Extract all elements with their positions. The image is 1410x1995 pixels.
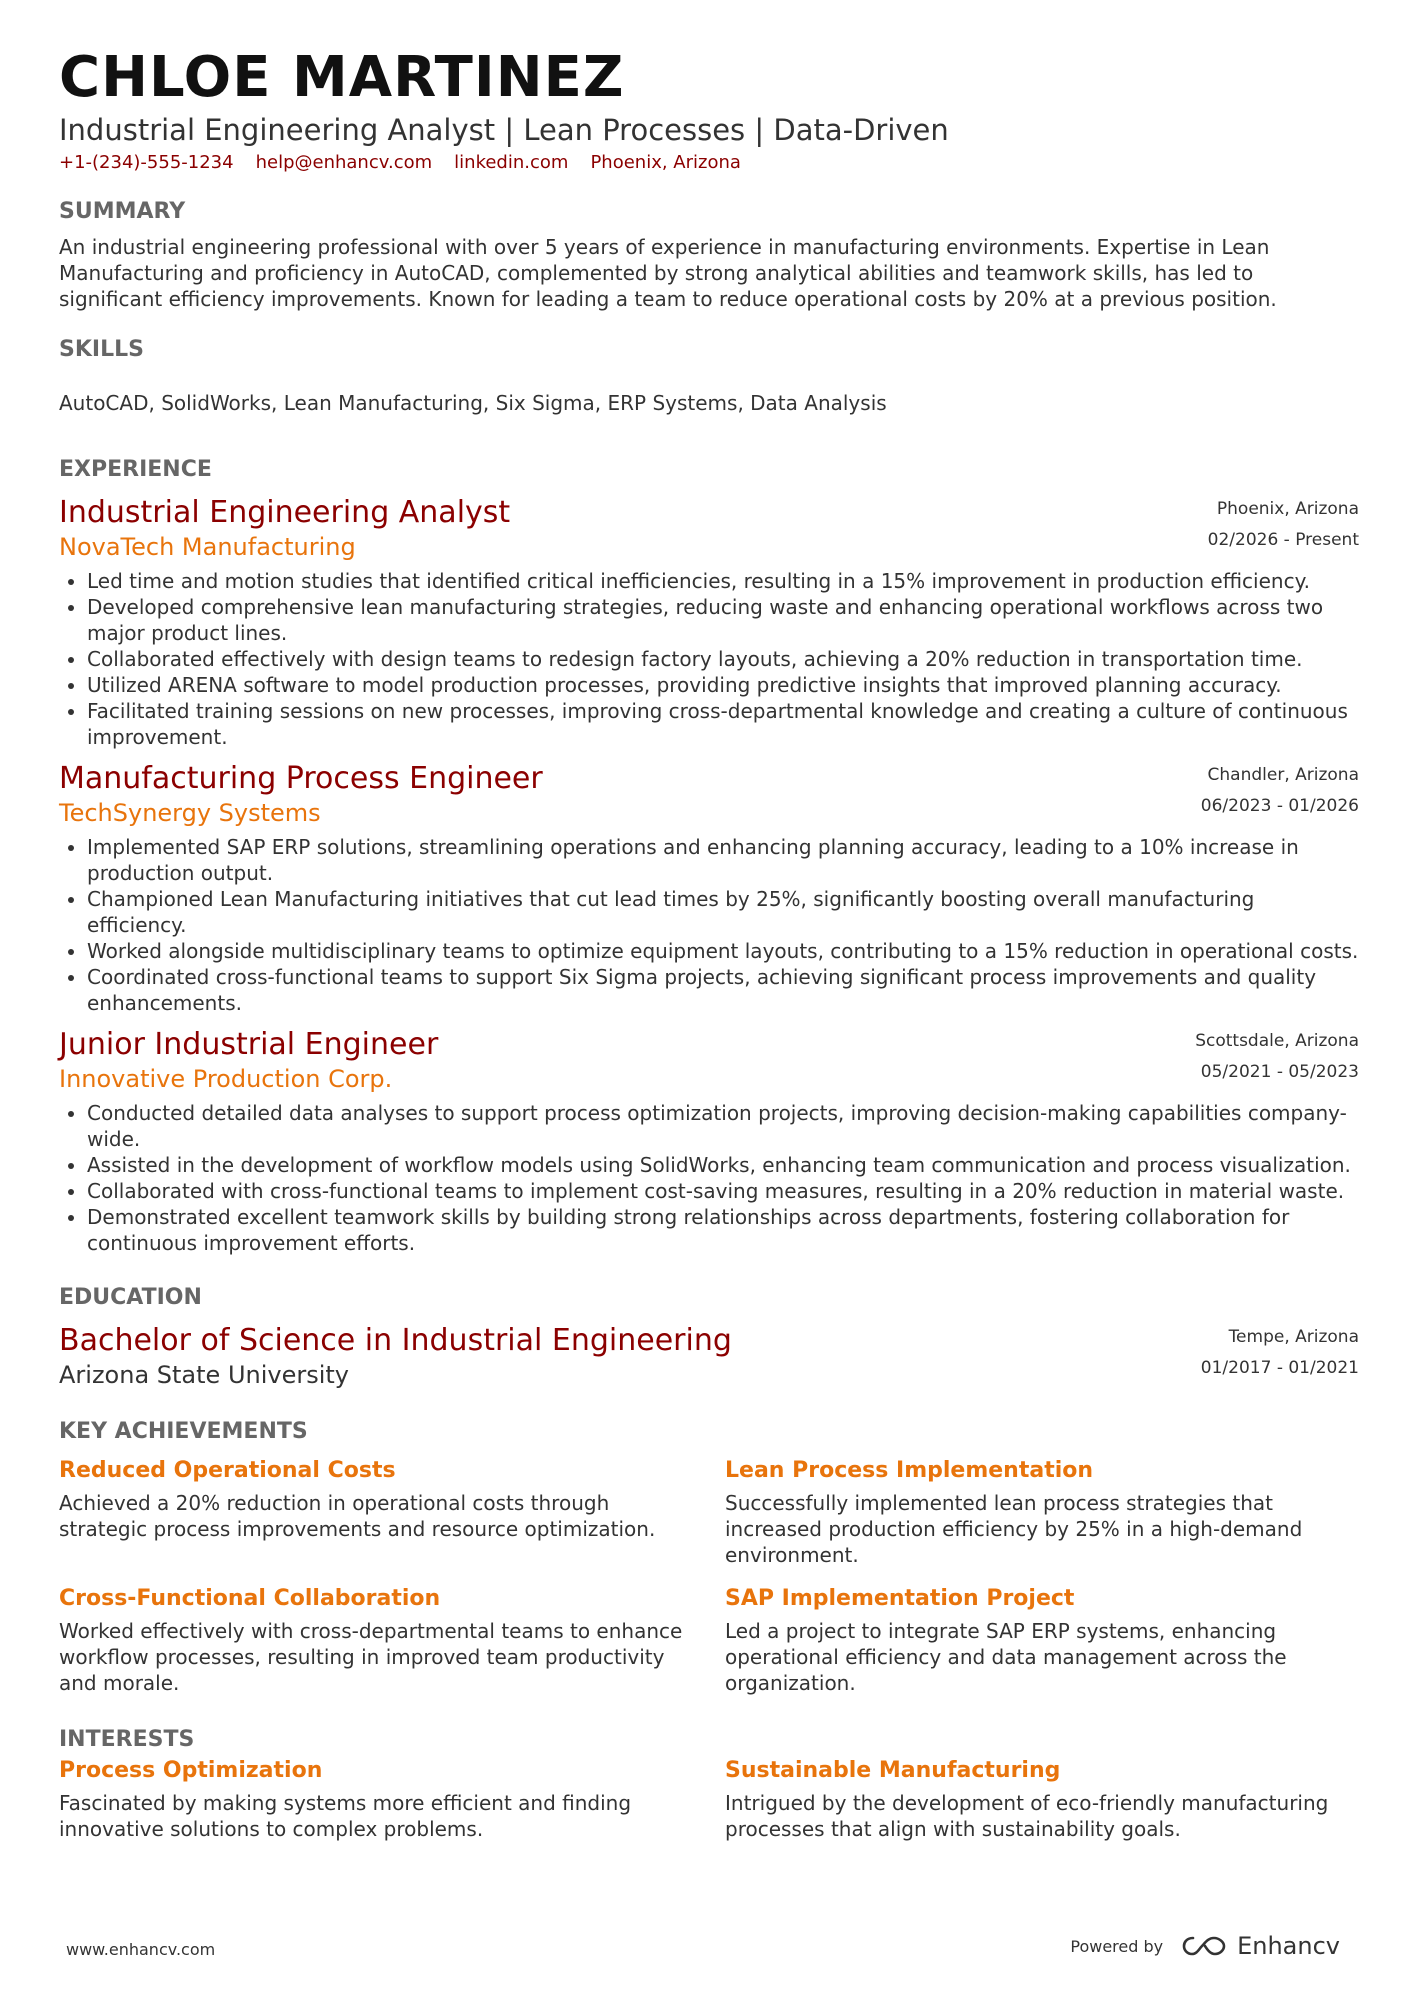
achievement-item [59, 1456, 725, 1568]
interests-section [59, 1726, 1359, 1842]
job-dates: 05/2021 - 05/2023 [1200, 1062, 1359, 1082]
job-meta [1208, 496, 1359, 558]
job-bullet: • Implemented SAP ERP solutions, streamlining operations and enhancing planning accuracy, leading to a 10% increase in production output. [87, 834, 1359, 886]
achievement-item [725, 1584, 1359, 1696]
degree-title: Bachelor of Science in Industrial Engineering [59, 1323, 732, 1358]
achievement-title: Reduced Operational Costs [59, 1458, 396, 1483]
achievements-grid [59, 1446, 1359, 1696]
interest-desc: Fascinated by making systems more efficient and finding innovative solutions to complex problems. [59, 1791, 632, 1841]
candidate-name: CHLOE MARTINEZ [59, 45, 625, 110]
school-name: Arizona State University [59, 1361, 350, 1389]
job-meta [1195, 1028, 1359, 1090]
job-company: Innovative Production Corp. [59, 1065, 393, 1093]
footer-website[interactable]: www.enhancv.com [66, 1940, 216, 1959]
interest-desc: Intrigued by the development of eco-friendly manufacturing processes that align with sustainability goals. [725, 1791, 1329, 1841]
skills-section [59, 336, 1359, 416]
contact-email[interactable]: help@enhancv.com [255, 152, 433, 173]
job-bullet: • Coordinated cross-functional teams to support Six Sigma projects, achieving significant process improvements and quality enhancements. [87, 964, 1359, 1016]
interest-item [59, 1756, 725, 1842]
job-title: Junior Industrial Engineer [59, 1027, 439, 1062]
achievement-item [725, 1456, 1359, 1568]
job-entry [59, 1028, 1359, 1256]
education-dates: 01/2017 - 01/2021 [1200, 1358, 1359, 1378]
job-title: Industrial Engineering Analyst [59, 495, 511, 530]
contact-info [59, 150, 1359, 176]
job-bullet: • Developed comprehensive lean manufacturing strategies, reducing waste and enhancing operational workflows across two major product lines. [87, 594, 1359, 646]
job-bullet: • Worked alongside multidisciplinary teams to optimize equipment layouts, contributing to a 15% reduction in operational costs. [87, 938, 1359, 964]
job-location: Scottsdale, Arizona [1195, 1031, 1359, 1051]
job-bullet: • Utilized ARENA software to model production processes, providing predictive insights that improved planning accuracy. [87, 672, 1359, 698]
job-bullet: • Championed Lean Manufacturing initiatives that cut lead times by 25%, significantly boosting overall manufacturing efficiency. [87, 886, 1359, 938]
job-dates: 02/2026 - Present [1207, 530, 1359, 550]
section-title-interests: INTERESTS [59, 1727, 195, 1752]
job-meta [1201, 762, 1359, 824]
job-location: Chandler, Arizona [1207, 765, 1359, 785]
footer-branding[interactable] [1070, 1932, 1340, 1960]
contact-phone[interactable]: +1-(234)-555-1234 [59, 152, 234, 173]
job-bullet: • Demonstrated excellent teamwork skills by building strong relationships across departments, fostering collaboration for continuous improvement efforts. [87, 1204, 1359, 1256]
job-bullet: • Conducted detailed data analyses to support process optimization projects, improving decision-making capabilities company-wide. [87, 1100, 1359, 1152]
job-company: NovaTech Manufacturing [59, 533, 356, 561]
headline: Industrial Engineering Analyst | Lean Processes | Data-Driven [59, 113, 949, 147]
achievement-title: SAP Implementation Project [725, 1586, 1075, 1611]
achievement-desc: Led a project to integrate SAP ERP systems, enhancing operational efficiency and data management across the organization. [725, 1619, 1287, 1695]
achievement-desc: Achieved a 20% reduction in operational costs through strategic process improvements and resource optimization. [59, 1491, 656, 1541]
achievement-title: Cross-Functional Collaboration [59, 1586, 441, 1611]
job-bullets [59, 568, 1359, 750]
job-title: Manufacturing Process Engineer [59, 761, 543, 796]
summary-text: An industrial engineering professional with over 5 years of experience in manufacturing environments. Expertise in Lean Manufacturing and proficiency in AutoCAD, complemented by strong analytical abilities and teamwork skills, has led to significant efficiency improvements. Known for leading a team to reduce operational costs by 20% at a previous position. [59, 235, 1277, 311]
achievements-section [59, 1418, 1359, 1696]
education-section [59, 1284, 1359, 1390]
achievement-item [59, 1584, 725, 1696]
interest-title: Process Optimization [59, 1758, 323, 1783]
achievement-title: Lean Process Implementation [725, 1458, 1094, 1483]
section-title-education: EDUCATION [59, 1285, 202, 1310]
achievement-desc: Worked effectively with cross-departmental teams to enhance workflow processes, resulting in improved team productivity and morale. [59, 1619, 683, 1695]
interest-title: Sustainable Manufacturing [725, 1758, 1061, 1783]
skills-list: AutoCAD, SolidWorks, Lean Manufacturing, Six Sigma, ERP Systems, Data Analysis [59, 391, 887, 415]
contact-location: Phoenix, Arizona [590, 152, 741, 173]
section-title-achievements: KEY ACHIEVEMENTS [59, 1419, 308, 1444]
job-bullet: • Led time and motion studies that identified critical inefficiencies, resulting in a 15% improvement in production efficiency. [87, 568, 1359, 594]
section-title-experience: EXPERIENCE [59, 457, 212, 482]
resume-header [59, 42, 1359, 176]
job-bullet: • Collaborated effectively with design teams to redesign factory layouts, achieving a 20% reduction in transportation time. [87, 646, 1359, 672]
achievement-desc: Successfully implemented lean process strategies that increased production efficiency by 25% in a high-demand environment. [725, 1491, 1303, 1567]
brand-name: Enhancv [1237, 1932, 1340, 1960]
interest-item [725, 1756, 1359, 1842]
resume-page [59, 42, 1359, 1842]
experience-section [59, 456, 1359, 1256]
interests-grid [59, 1754, 1359, 1842]
powered-by-label: Powered by [1070, 1936, 1164, 1956]
job-entry [59, 762, 1359, 1016]
section-title-summary: SUMMARY [59, 199, 186, 224]
job-bullet: • Collaborated with cross-functional teams to implement cost-saving measures, resulting in a 20% reduction in material waste. [87, 1178, 1359, 1204]
brand-logo[interactable] [1181, 1932, 1340, 1960]
job-bullet: • Assisted in the development of workflow models using SolidWorks, enhancing team communication and process visualization. [87, 1152, 1359, 1178]
contact-linkedin[interactable]: linkedin.com [454, 152, 569, 173]
education-entry [59, 1324, 1359, 1390]
job-dates: 06/2023 - 01/2026 [1200, 796, 1359, 816]
job-entry [59, 496, 1359, 750]
section-title-skills: SKILLS [59, 337, 144, 362]
education-location: Tempe, Arizona [1228, 1327, 1359, 1347]
job-bullet: • Facilitated training sessions on new processes, improving cross-departmental knowledge and creating a culture of continuous improvement. [87, 698, 1359, 750]
enhancv-logo-icon [1181, 1934, 1227, 1958]
job-company: TechSynergy Systems [59, 799, 321, 827]
education-meta [1201, 1324, 1359, 1386]
job-location: Phoenix, Arizona [1216, 499, 1359, 519]
job-bullets [59, 834, 1359, 1016]
summary-section [59, 198, 1359, 312]
job-bullets [59, 1100, 1359, 1256]
